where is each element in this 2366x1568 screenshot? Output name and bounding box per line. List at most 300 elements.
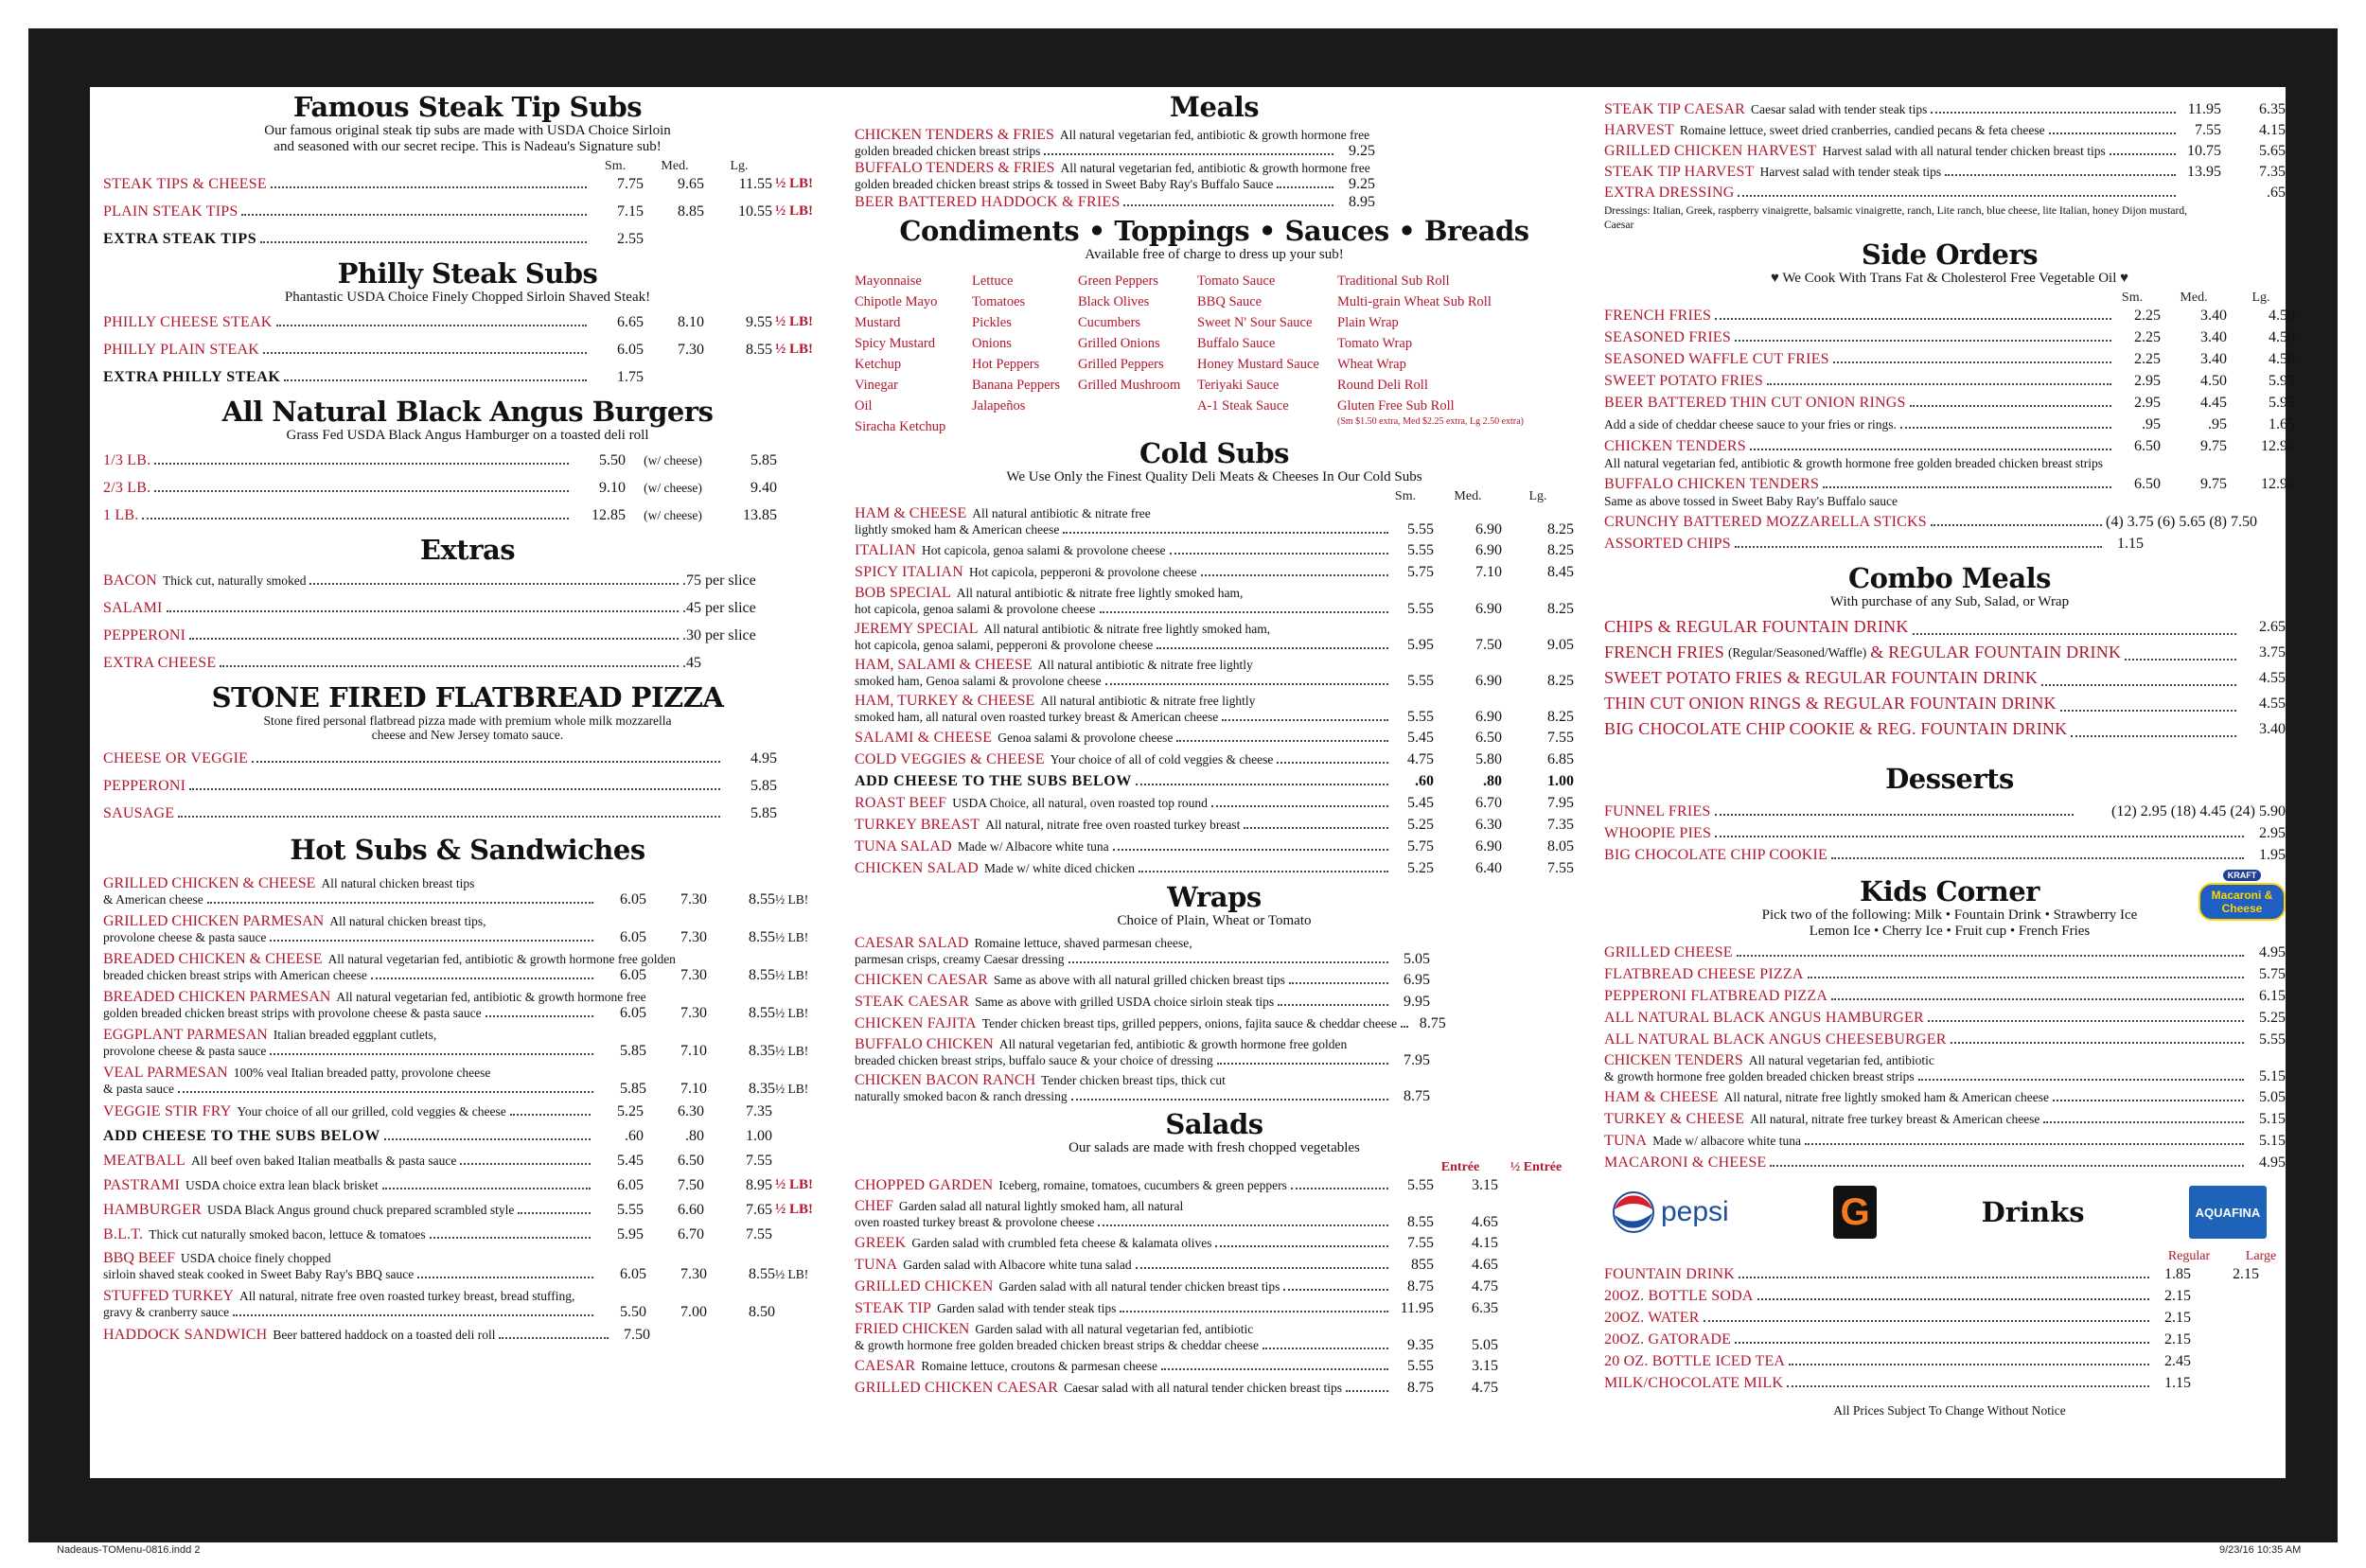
item-name: PEPPERONI FLATBREAD PIZZA: [1604, 988, 1828, 1004]
item-line: [103, 1005, 832, 1021]
price: 5.95: [1407, 637, 1434, 653]
item-line: [103, 989, 832, 1005]
menu-item: [1604, 1330, 2295, 1348]
item-description: Hot capicola, pepperoni & provolone cheese: [968, 565, 1197, 579]
price: 5.85: [750, 805, 777, 821]
item-line: [855, 1052, 1574, 1068]
dot-leader: [1750, 449, 2111, 450]
entree-price: 8.55: [1407, 1214, 1434, 1230]
price: 7.30: [680, 967, 707, 983]
dot-leader: [2060, 710, 2236, 712]
item-name: CHEESE OR VEGGIE: [103, 750, 249, 766]
item-description: Hot capicola, genoa salami & provolone cheese: [922, 543, 1166, 557]
dot-leader: [309, 583, 679, 585]
dot-leader: [1211, 805, 1388, 807]
item-name: BREADED CHICKEN PARMESAN: [103, 989, 331, 1005]
price: 6.50: [2134, 438, 2161, 454]
item-name: FLATBREAD CHEESE PIZZA: [1604, 966, 1804, 982]
price: 10.55: [738, 203, 772, 220]
steak-desc: Our famous original steak tip subs are made with USDA Choice Sirloin and seasoned with our secret recipe. This is Nadeau's Signature sub!: [264, 123, 671, 154]
large-price: 2.15: [2233, 1266, 2259, 1282]
item-name: 1 LB.: [103, 507, 139, 523]
kids-item: [1604, 1052, 2295, 1084]
item-line: [103, 967, 832, 983]
dot-leader: [417, 1277, 593, 1278]
item-line: [103, 1266, 832, 1282]
item-name: BUFFALO CHICKEN TENDERS: [1604, 476, 1820, 492]
dot-leader: [1222, 719, 1388, 721]
cold-title: Cold Subs: [1139, 437, 1289, 469]
item-description: All natural antibiotic & nitrate free lightly: [1040, 694, 1256, 708]
item-name: TUNA: [855, 1257, 898, 1273]
item-description: USDA choice extra lean black brisket: [185, 1178, 379, 1192]
item-name: ITALIAN: [855, 542, 916, 558]
menu-item: [103, 1127, 832, 1145]
menu-item: [1604, 1088, 2295, 1106]
item-line: [855, 1036, 1574, 1052]
sauces-column: [1197, 271, 1337, 437]
item-description: provolone cheese & pasta sauce: [103, 1044, 267, 1058]
kids-header: [1604, 871, 2295, 940]
item-line: [1604, 1068, 2295, 1084]
dot-leader: [1735, 546, 2102, 548]
menu-item: [1604, 184, 2295, 202]
menu-item: [103, 451, 832, 469]
price: 8.25: [1547, 673, 1574, 689]
item-line: [855, 709, 1574, 725]
kids-desc: Pick two of the following: Milk • Fountain Drink • Strawberry Ice Lemon Ice • Cherry Ice • Fruit cup • French Fries: [1761, 907, 2138, 939]
menu-item: [1604, 1009, 2295, 1027]
menu-item: [855, 1357, 1574, 1375]
dot-leader: [1918, 1079, 2244, 1081]
item-name: WHOOPIE PIES: [1604, 825, 1712, 841]
dot-leader: [1715, 814, 2075, 816]
item-description: provolone cheese & pasta sauce: [103, 930, 267, 944]
entree-price: 11.95: [1400, 1300, 1434, 1316]
item-name: 2/3 LB.: [103, 480, 151, 496]
dot-leader: [1098, 1224, 1388, 1226]
dot-leader: [1900, 427, 2111, 429]
item-description: oven roasted turkey breast & provolone cheese: [855, 1215, 1095, 1229]
item-name: CHICKEN SALAD: [855, 860, 980, 876]
dot-leader: [1068, 961, 1388, 963]
salads-header: Entrée ½ Entrée: [1440, 1160, 1563, 1174]
half-entree-price: 4.15: [2259, 122, 2286, 138]
menu-item: [1604, 1110, 2295, 1128]
item-description: Harvest salad with all natural tender chicken breast tips: [1822, 144, 2106, 158]
menu-item: [1604, 846, 2295, 864]
price: 7.30: [680, 1005, 707, 1021]
dot-leader: [486, 1015, 593, 1017]
price: 8.25: [1547, 601, 1574, 617]
menu-item: [855, 1277, 1574, 1295]
drinks-items: [1604, 1265, 2295, 1392]
menu-item: [1604, 1265, 2295, 1283]
wraps-desc: Choice of Plain, Wheat or Tomato: [1117, 913, 1312, 928]
dot-leader: [2041, 684, 2236, 686]
meal-item: [855, 160, 1574, 192]
price: 7.95: [1547, 795, 1574, 811]
price: 5.15: [2259, 1111, 2286, 1127]
price: 7.35: [746, 1103, 772, 1119]
dot-leader: [1704, 1320, 2149, 1322]
item-name: BIG CHOCOLATE CHIP COOKIE & REG. FOUNTAIN DRINK: [1604, 719, 2068, 738]
condiment-item: Banana Peppers: [972, 378, 1061, 393]
price: 6.05: [620, 891, 646, 907]
combo-item: [1604, 691, 2295, 716]
philly-items: [103, 313, 832, 386]
item-name: ADD CHEESE TO THE SUBS BELOW: [855, 773, 1132, 789]
condiment-item: Grilled Peppers: [1078, 357, 1164, 372]
half-pound-badge: ½ LB!: [775, 1202, 814, 1217]
condiment-item: Mustard: [855, 315, 901, 330]
price: 6.90: [1475, 542, 1502, 558]
menu-item: [855, 794, 1574, 812]
dot-leader: [1787, 1385, 2149, 1387]
price: 8.55: [749, 1266, 775, 1282]
dot-leader: [382, 1188, 591, 1189]
menu-item: [1604, 987, 2295, 1005]
item-description: sirloin shaved steak cooked in Sweet Baby Ray's BBQ sauce: [103, 1267, 415, 1281]
pepsi-logo: pepsi: [1612, 1190, 1729, 1234]
price: 8.95: [746, 1177, 772, 1193]
menu-item: [103, 951, 832, 983]
item-name: SAUSAGE: [103, 805, 175, 821]
macaroni-cheese-badge: KRAFT Macaroni & Cheese: [2198, 870, 2286, 926]
item-description: Made w/ albacore white tuna: [1652, 1134, 1801, 1148]
item-name: COLD VEGGIES & CHEESE: [855, 751, 1045, 767]
menu-item: [1604, 142, 2295, 160]
item-description: Garden salad with all natural vegetarian fed, antibiotic: [975, 1322, 1254, 1336]
condiment-item: Buffalo Sauce: [1197, 336, 1276, 351]
price: 5.45: [1407, 730, 1434, 746]
cold-size-header: Sm. Med. Lg.: [1394, 489, 1547, 503]
item-description: Italian breaded eggplant cutlets,: [273, 1028, 437, 1042]
item-name: SWEET POTATO FRIES: [1604, 373, 1763, 389]
dot-leader: [1215, 1245, 1388, 1247]
menu-item: [1604, 121, 2295, 139]
item-name: BEER BATTERED HADDOCK & FRIES: [855, 194, 1121, 210]
price: 7.55: [746, 1153, 772, 1169]
price: .30 per slice: [682, 627, 756, 643]
wrap-item: [855, 1036, 1574, 1068]
item-name: GRILLED CHICKEN CAESAR: [855, 1380, 1059, 1396]
item-description: Garden salad with Albacore white tuna salad: [903, 1258, 1132, 1272]
menu-item: [103, 749, 832, 767]
wrap-item: [855, 935, 1574, 967]
dot-leader: [1105, 683, 1388, 685]
price: 5.80: [1475, 751, 1502, 767]
price: 3.40: [2200, 351, 2227, 367]
menu-item: [103, 368, 832, 386]
item-line: [103, 913, 832, 929]
dot-leader: [1161, 1368, 1388, 1370]
menu-item: [855, 750, 1574, 768]
dot-leader: [499, 1337, 609, 1339]
menu-item: [855, 772, 1574, 790]
cold-sub-item: [855, 693, 1574, 725]
half-pound-badge: ½ LB!: [775, 892, 809, 907]
menu-item: [103, 1027, 832, 1059]
item-name: BUFFALO TENDERS & FRIES: [855, 160, 1055, 176]
combo-items: [1604, 614, 2295, 742]
menu-item: [855, 1299, 1574, 1317]
menu-item: [1604, 1352, 2295, 1370]
item-description: All natural, nitrate free lightly smoked ham & American cheese: [1723, 1090, 2050, 1104]
item-line: [103, 891, 832, 907]
pizza-desc: Stone fired personal flatbread pizza made with premium whole milk mozzarella cheese and New Jersey tomato sauce.: [263, 714, 672, 742]
item-line: [103, 1043, 832, 1059]
dot-leader: [284, 379, 587, 381]
half-pound-badge: ½ LB!: [775, 968, 809, 982]
item-name: BEER BATTERED THIN CUT ONION RINGS: [1604, 395, 1906, 411]
combo-item: [1604, 665, 2295, 691]
dot-leader: [154, 490, 569, 492]
combo-item: [1604, 716, 2295, 742]
item-description: USDA Black Angus ground chuck prepared scrambled style: [207, 1203, 515, 1217]
item-name: 20 OZ. BOTTLE ICED TEA: [1604, 1353, 1786, 1369]
salads-desc: Our salads are made with fresh chopped vegetables: [1068, 1140, 1360, 1155]
condiment-item: Ketchup: [855, 357, 902, 372]
condiment-item: A-1 Steak Sauce: [1197, 398, 1289, 414]
price: 8.55: [749, 929, 775, 945]
dot-leader: [1715, 836, 2244, 837]
entree-price: 855: [1411, 1257, 1434, 1273]
menu-item: [103, 203, 832, 220]
item-name: SEASONED FRIES: [1604, 329, 1731, 345]
menu-item: [103, 1250, 832, 1282]
dot-leader: [1738, 195, 2176, 197]
item-name: BUFFALO CHICKEN: [855, 1036, 994, 1052]
price: 4.50: [2200, 373, 2227, 389]
dot-leader: [207, 902, 593, 904]
entree-price: 7.55: [2195, 122, 2221, 138]
hotsubs-title: Hot Subs & Sandwiches: [290, 834, 645, 866]
item-description: Same as above with grilled USDA choice sirloin steak tips: [975, 995, 1275, 1009]
item-name: JEREMY SPECIAL: [855, 621, 979, 637]
dot-leader: [276, 325, 588, 326]
regular-price: 2.15: [2164, 1331, 2191, 1348]
dot-leader: [1833, 361, 2111, 363]
item-description: Iceberg, romaine, tomatoes, cucumbers & green peppers: [998, 1178, 1287, 1192]
dot-leader: [2049, 132, 2176, 134]
menu-item: [1604, 824, 2295, 842]
price: 6.05: [620, 1266, 646, 1282]
item-description: All natural antibiotic & nitrate free lightly: [1037, 658, 1253, 672]
item-name: EXTRA STEAK TIPS: [103, 231, 257, 247]
item-description: breaded chicken breast strips with American cheese: [103, 968, 367, 982]
menu-item: [855, 563, 1574, 581]
item-name: ALL NATURAL BLACK ANGUS CHEESEBURGER: [1604, 1031, 1947, 1048]
price: 7.65: [746, 1202, 772, 1218]
price: 2.95: [2134, 395, 2161, 411]
item-description: All beef oven baked Italian meatballs & pasta sauce: [190, 1154, 457, 1168]
price: 4.50: [2269, 308, 2295, 324]
item-name: GRILLED CHICKEN & CHEESE: [103, 875, 316, 891]
item-line: [855, 127, 1574, 143]
dot-leader: [1346, 1390, 1388, 1392]
menu-item: [103, 313, 832, 331]
item-name: 1/3 LB.: [103, 452, 151, 468]
item-description: gravy & cranberry sauce: [103, 1305, 230, 1319]
price: .60: [625, 1128, 644, 1144]
item-name: HAM & CHEESE: [855, 505, 967, 521]
price: 9.25: [1349, 143, 1375, 159]
price: 5.25: [617, 1103, 644, 1119]
price: 1.75: [617, 369, 644, 385]
dot-leader: [1767, 383, 2111, 385]
dot-leader: [1831, 998, 2244, 1000]
menu-item: [855, 859, 1574, 877]
price: 5.45: [617, 1153, 644, 1169]
entree-price: 8.75: [1407, 1278, 1434, 1295]
item-description: All natural, nitrate free oven roasted turkey breast: [985, 818, 1241, 832]
item-name: PLAIN STEAK TIPS: [103, 203, 238, 220]
menu-item: [103, 1102, 832, 1120]
menu-item: [1604, 943, 2295, 961]
item-description: All natural antibiotic & nitrate free: [972, 506, 1151, 520]
price: 8.55: [746, 342, 772, 358]
item-description: All natural chicken breast tips: [321, 876, 475, 890]
item-name: HAM & CHEESE: [1604, 1089, 1719, 1105]
price: 3.40: [2259, 721, 2286, 737]
price: 9.95: [1404, 994, 1430, 1010]
price: 6.05: [620, 1005, 646, 1021]
dot-leader: [2071, 735, 2236, 737]
item-line: [855, 951, 1574, 967]
cheese-label: (w/ cheese): [644, 481, 702, 495]
dot-leader: [2053, 1100, 2244, 1101]
condiment-item: Jalapeños: [972, 398, 1026, 414]
price: 5.15: [2259, 1068, 2286, 1084]
price: 5.25: [1407, 817, 1434, 833]
item-name: SALAMI & CHEESE: [855, 730, 993, 746]
price: 1.00: [1547, 773, 1574, 789]
condiment-item: Pickles: [972, 315, 1012, 330]
condiment-item: Sweet N' Sour Sauce: [1197, 315, 1313, 330]
price: 8.55: [749, 891, 775, 907]
item-description: Romaine lettuce, croutons & parmesan cheese: [921, 1359, 1157, 1373]
philly-title: Philly Steak Subs: [337, 257, 598, 290]
menu-item: [103, 1201, 832, 1219]
print-file-label: Nadeaus-TOMenu-0816.indd 2: [57, 1544, 201, 1556]
dot-leader: [1170, 553, 1388, 555]
item-name: BIG CHOCOLATE CHIP COOKIE: [1604, 847, 1827, 863]
menu-column-right: [1595, 87, 2304, 1478]
price: 5.55: [617, 1202, 644, 1218]
dot-leader: [1217, 1063, 1388, 1065]
item-name: GRILLED CHICKEN: [855, 1278, 994, 1295]
price: 6.05: [620, 967, 646, 983]
item-name: HAM, TURKEY & CHEESE: [855, 693, 1035, 709]
item-name: ASSORTED CHIPS: [1604, 536, 1731, 552]
dot-leader: [2125, 659, 2236, 661]
dot-leader: [371, 978, 593, 979]
price: 6.05: [617, 342, 644, 358]
dot-leader: [430, 1237, 591, 1239]
extras-items: [103, 572, 832, 672]
salads-items: [855, 1176, 1574, 1397]
price: 4.95: [750, 750, 777, 766]
item-line: [855, 673, 1574, 689]
item-line: [103, 1304, 832, 1320]
drinks-brand-row: [1604, 1179, 2295, 1245]
sides-size-header: Sm. Med. Lg.: [2121, 291, 2270, 305]
half-entree-price: 5.05: [1472, 1337, 1498, 1353]
item-description: Same as above with all natural grilled chicken breast tips: [994, 973, 1285, 987]
price: 5.45: [1407, 795, 1434, 811]
item-name: PASTRAMI: [103, 1177, 181, 1193]
condiment-item: Honey Mustard Sauce: [1197, 357, 1319, 372]
sides-items: [1604, 307, 2295, 553]
price: 5.95: [2269, 373, 2295, 389]
dot-leader: [1176, 740, 1388, 742]
price: 5.95: [617, 1226, 644, 1242]
item-description: breaded chicken breast strips, buffalo sauce & your choice of dressing: [855, 1053, 1213, 1067]
price: 5.05: [2259, 1089, 2286, 1105]
menu-item: [855, 1176, 1574, 1194]
cheddar-addon: [1604, 415, 2295, 433]
half-entree-price: 5.65: [2259, 143, 2286, 159]
dot-leader: [1120, 1311, 1388, 1313]
dot-leader: [1100, 611, 1388, 613]
menu-item: [1604, 328, 2295, 346]
half-entree-price: 4.15: [1472, 1235, 1498, 1251]
menu-item: [103, 654, 832, 672]
dot-leader: [260, 241, 587, 243]
item-name: ROAST BEEF: [855, 795, 947, 811]
price: 5.55: [1407, 709, 1434, 725]
price: 5.75: [1407, 838, 1434, 854]
item-name: STEAK CAESAR: [855, 994, 970, 1010]
item-name: CAESAR SALAD: [855, 935, 969, 951]
hotsubs-items: [103, 875, 832, 1344]
price: 6.30: [678, 1103, 704, 1119]
condiment-item: Gluten Free Sub Roll: [1337, 398, 1455, 414]
item-description: Made w/ Albacore white tuna: [957, 839, 1109, 854]
dot-leader: [252, 761, 720, 763]
menu-item: [1604, 437, 2295, 455]
drinks-title: Drinks: [1981, 1196, 2085, 1228]
price: 4.95: [2259, 944, 2286, 960]
menu-column-left: [90, 87, 843, 1478]
price: 8.45: [1547, 564, 1574, 580]
dot-leader: [233, 1314, 593, 1316]
price: 8.50: [749, 1304, 775, 1320]
price: 2.25: [2134, 351, 2161, 367]
condiment-item: Green Peppers: [1078, 273, 1158, 289]
price: 8.55: [749, 967, 775, 983]
item-description: & American cheese: [103, 892, 203, 907]
price: 7.10: [1475, 564, 1502, 580]
menu-item: [855, 1379, 1574, 1397]
half-entree-price: .65: [2267, 185, 2286, 201]
item-name: FRENCH FRIES: [1604, 308, 1712, 324]
item-description: USDA Choice, all natural, oven roasted top round: [952, 796, 1208, 810]
item-line: [855, 160, 1574, 176]
price: 7.15: [617, 203, 644, 220]
item-name: & REGULAR FOUNTAIN DRINK: [1870, 643, 2122, 661]
dot-leader: [142, 518, 569, 520]
entree-price: 5.55: [1407, 1358, 1434, 1374]
item-name: FOUNTAIN DRINK: [1604, 1266, 1735, 1282]
dot-leader: [1715, 318, 2111, 320]
entree-price: 5.55: [1407, 1177, 1434, 1193]
half-pound-badge: ½ LB!: [775, 1177, 814, 1192]
dot-leader: [1401, 1026, 1408, 1028]
price: 5.95: [2269, 395, 2295, 411]
price: 4.45: [2200, 395, 2227, 411]
